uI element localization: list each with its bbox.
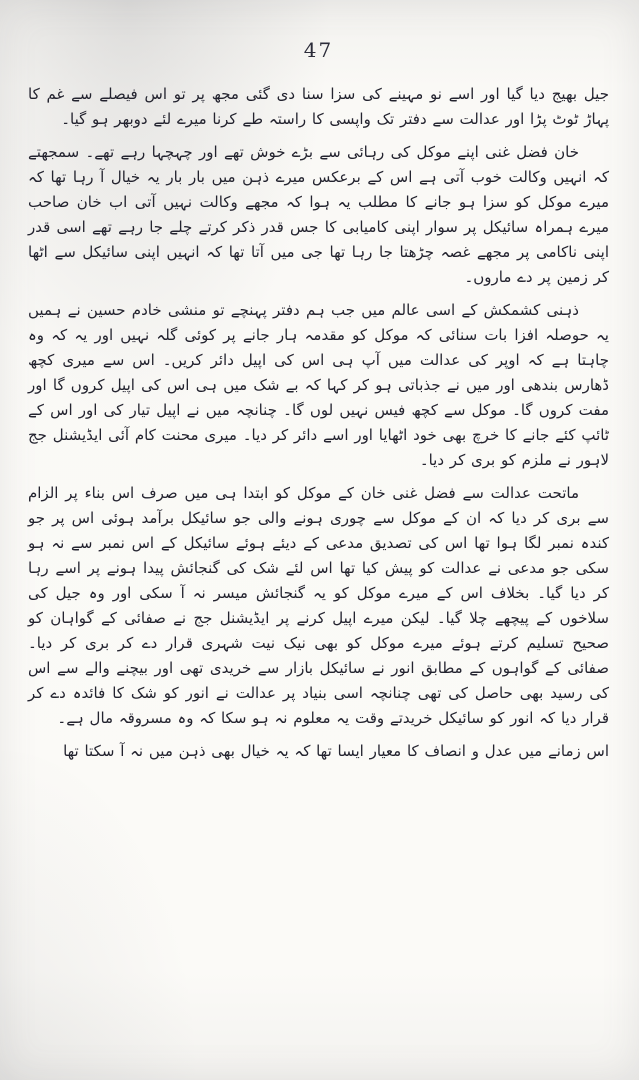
page-number: 47 [303, 38, 334, 62]
paragraph: خان فضل غنی اپنے موکل کی رہائی سے بڑے خوش تھے اور چہچہا رہے تھے۔ سمجھتے کہ انہیں وکالت خوب آتی ہے اس کے برعکس میرے ذہن میں بار بار یہ خیال آ رہا تھا کہ میرے موکل کو سزا ہو جانے کا مطلب یہ ہوا کہ مجھے وکالت نہیں آتی اب خان صاحب میرے ہمراہ سائیکل پر سوار اپنی کامیابی کا جس قدر ذکر کرتے چلے جا رہے تھے اسی قدر اپنی ناکامی پر مجھے غصہ چڑھتا جا رہا تھا جی میں آتا تھا کہ انہیں اپنی سائیکل سے اٹھا کر زمین پر دے ماروں۔ [28, 143, 609, 286]
paragraph: جیل بھیج دیا گیا اور اسے نو مہینے کی سزا سنا دی گئی مجھ پر تو اس فیصلے سے غم کا پہاڑ ٹوٹ پڑا اور عدالت سے دفتر تک واپسی کا راستہ طے کرنا میرے لئے دوبھر ہو گیا۔ [28, 85, 609, 128]
paragraph: اس زمانے میں عدل و انصاف کا معیار ایسا تھا کہ یہ خیال بھی ذہن میں نہ آ سکتا تھا [63, 742, 609, 760]
paragraph: ذہنی کشمکش کے اسی عالم میں جب ہم دفتر پہنچے تو منشی خادم حسین نے ہمیں یہ حوصلہ افزا بات سنائی کہ موکل کو مقدمہ ہار جانے پر کوئی گلہ نہیں اور یہ کہ وہ چاہتا ہے کہ اوپر کی عدالت میں آپ ہی اس کی اپیل دائر کریں۔ اس سے میری کچھ ڈھارس بندھی اور میں نے جذباتی ہو کر کہا کہ بے شک میں ہی اس کی اپیل کروں گا اور مفت کروں گا۔ موکل سے کچھ فیس نہیں لوں گا۔ چنانچہ میں نے اپیل تیار کی اور اس کے ٹائپ کئے جانے کا خرچ بھی خود اٹھایا اور اسے دائر کر دیا۔ میری محنت کام آئی ایڈیشنل جج لاہور نے ملزم کو بری کر دیا۔ [28, 301, 609, 469]
paragraph: ماتحت عدالت سے فضل غنی خان کے موکل کو ابتدا ہی میں صرف اس بناء پر الزام سے بری کر دیا کہ ان کے موکل سے چوری ہونے والی جو سائیکل برآمد ہوئی اس پر جو کندہ نمبر لگا ہوا تھا اس کی تصدیق مدعی کے دیئے ہوئے سائیکل کے اس نمبر سے نہ ہو سکی جو مدعی نے عدالت کو پیش کیا تھا اس لئے شک کی گنجائش پیدا ہونے پر اسے رہا کر دیا گیا۔ بخلاف اس کے میرے موکل کو یہ گنجائش میسر نہ آ سکی اور وہ جیل کی سلاخوں کے پیچھے چلا گیا۔ لیکن میرے اپیل کرنے پر ایڈیشنل جج نے صفائی کے گواہان کو صحیح تسلیم کرتے ہوئے میرے موکل کو بھی نیک نیت شہری قرار دے کر بری کر دیا۔ صفائی کے گواہوں کے مطابق انور نے سائیکل بازار سے خریدی تھی اور بیچنے والے سے اس کی رسید بھی حاصل کی تھی چنانچہ اسی بنیاد پر عدالت نے انور کو شک کا فائدہ دے کر قرار دیا کہ انور کو سائیکل خریدتے وقت یہ معلوم نہ ہو سکا کہ وہ مسروقہ مال ہے۔ [28, 484, 609, 727]
text-block [28, 82, 609, 764]
